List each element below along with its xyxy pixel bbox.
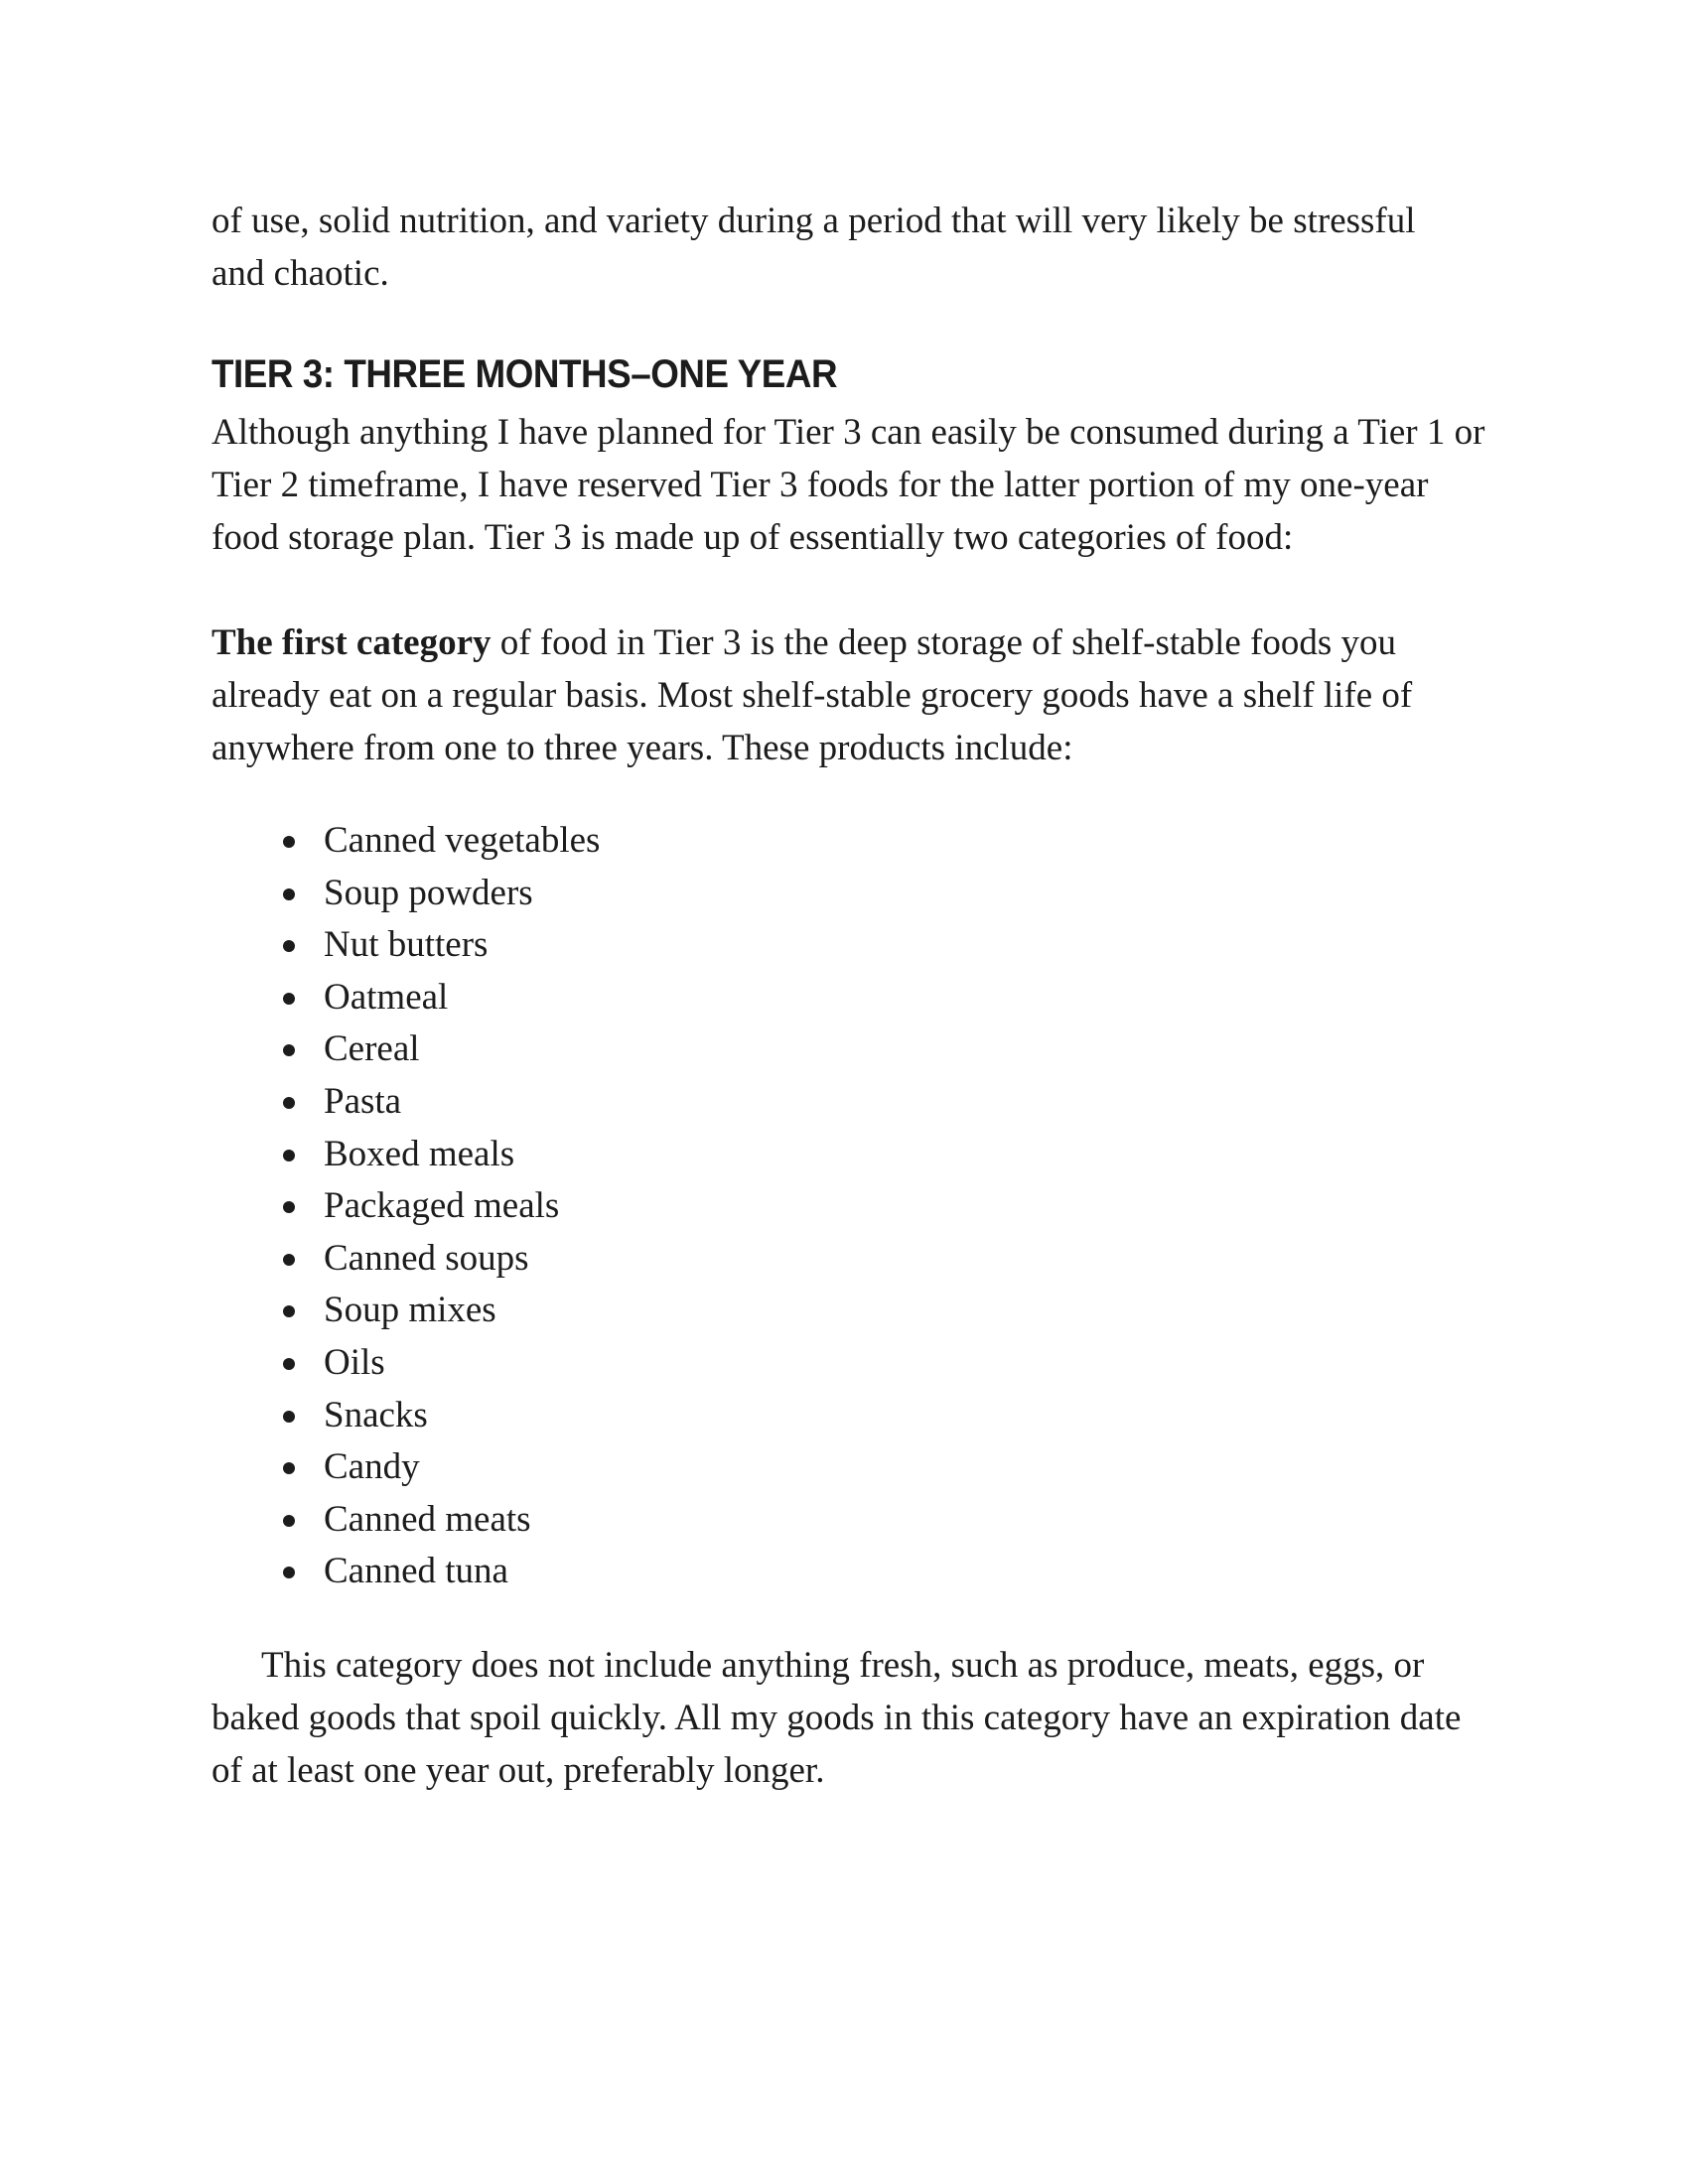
bullet-icon — [283, 1462, 295, 1474]
intro-paragraph: of use, solid nutrition, and variety during a period that will very likely be stressful and chaotic. — [211, 201, 1416, 294]
list-item-label: Cereal — [324, 1028, 420, 1070]
list-item — [211, 1494, 1492, 1547]
bullet-icon — [283, 836, 295, 848]
list-item-label: Nut butters — [324, 924, 489, 966]
first-category-label: The first category — [211, 622, 492, 663]
list-item — [211, 1076, 1492, 1129]
list-item — [211, 868, 1492, 920]
list-item-label: Oils — [324, 1341, 385, 1383]
bullet-icon — [283, 1097, 295, 1109]
bullet-icon — [283, 1358, 295, 1370]
food-list — [211, 815, 1492, 1598]
list-item-label: Canned soups — [324, 1237, 529, 1279]
bullet-icon — [283, 1567, 295, 1578]
bullet-icon — [283, 1305, 295, 1317]
list-item — [211, 1233, 1492, 1286]
list-item — [211, 1337, 1492, 1390]
body-paragraph-3: This category does not include anything fresh, such as produce, meats, eggs, or baked goods that spoil quickly. All my goods in this category have an expiration date of at least one year out, preferably longer. — [211, 1644, 1462, 1791]
body-paragraph-1: Although anything I have planned for Tier 3 can easily be consumed during a Tier 1 or Tier 2 timeframe, I have reserved Tier 3 foods for the latter portion of my one-year food storage plan. Tier 3 is made up of essentially two categories of food: — [211, 412, 1485, 558]
list-item-label: Pasta — [324, 1080, 402, 1122]
list-item — [211, 1024, 1492, 1076]
list-item — [211, 1129, 1492, 1181]
list-item-label: Canned vegetables — [324, 820, 601, 861]
list-item — [211, 972, 1492, 1024]
list-item-label: Canned meats — [324, 1498, 531, 1540]
bullet-icon — [283, 993, 295, 1005]
list-item — [211, 919, 1492, 972]
list-item — [211, 1441, 1492, 1494]
list-item-label: Canned tuna — [324, 1551, 508, 1592]
list-item-label: Soup powders — [324, 872, 533, 913]
list-item — [211, 815, 1492, 868]
list-item — [211, 1546, 1492, 1598]
bullet-icon — [283, 1411, 295, 1423]
first-category-text: of food in Tier 3 is the deep storage of shelf-stable foods you already eat on a regular basis. Most shelf-stable grocery goods have a shelf life of anywhere from one to three years. These products include: — [211, 622, 1413, 768]
bullet-icon — [283, 940, 295, 952]
bullet-icon — [283, 1515, 295, 1527]
list-item-label: Oatmeal — [324, 976, 449, 1018]
list-item-label: Boxed meals — [324, 1133, 515, 1174]
list-item-label: Soup mixes — [324, 1290, 496, 1331]
list-item-label: Packaged meals — [324, 1185, 560, 1227]
section-heading: TIER 3: THREE MONTHS–ONE YEAR — [211, 352, 838, 396]
body-paragraph-2 — [211, 616, 1473, 774]
bullet-icon — [283, 1044, 295, 1056]
list-item — [211, 1390, 1492, 1442]
bullet-icon — [283, 1150, 295, 1161]
bullet-icon — [283, 888, 295, 900]
bullet-icon — [283, 1201, 295, 1213]
bullet-icon — [283, 1254, 295, 1266]
list-item-label: Candy — [324, 1446, 420, 1488]
list-item — [211, 1180, 1492, 1233]
list-item — [211, 1285, 1492, 1337]
page-content — [211, 195, 1492, 1797]
list-item-label: Snacks — [324, 1394, 428, 1435]
